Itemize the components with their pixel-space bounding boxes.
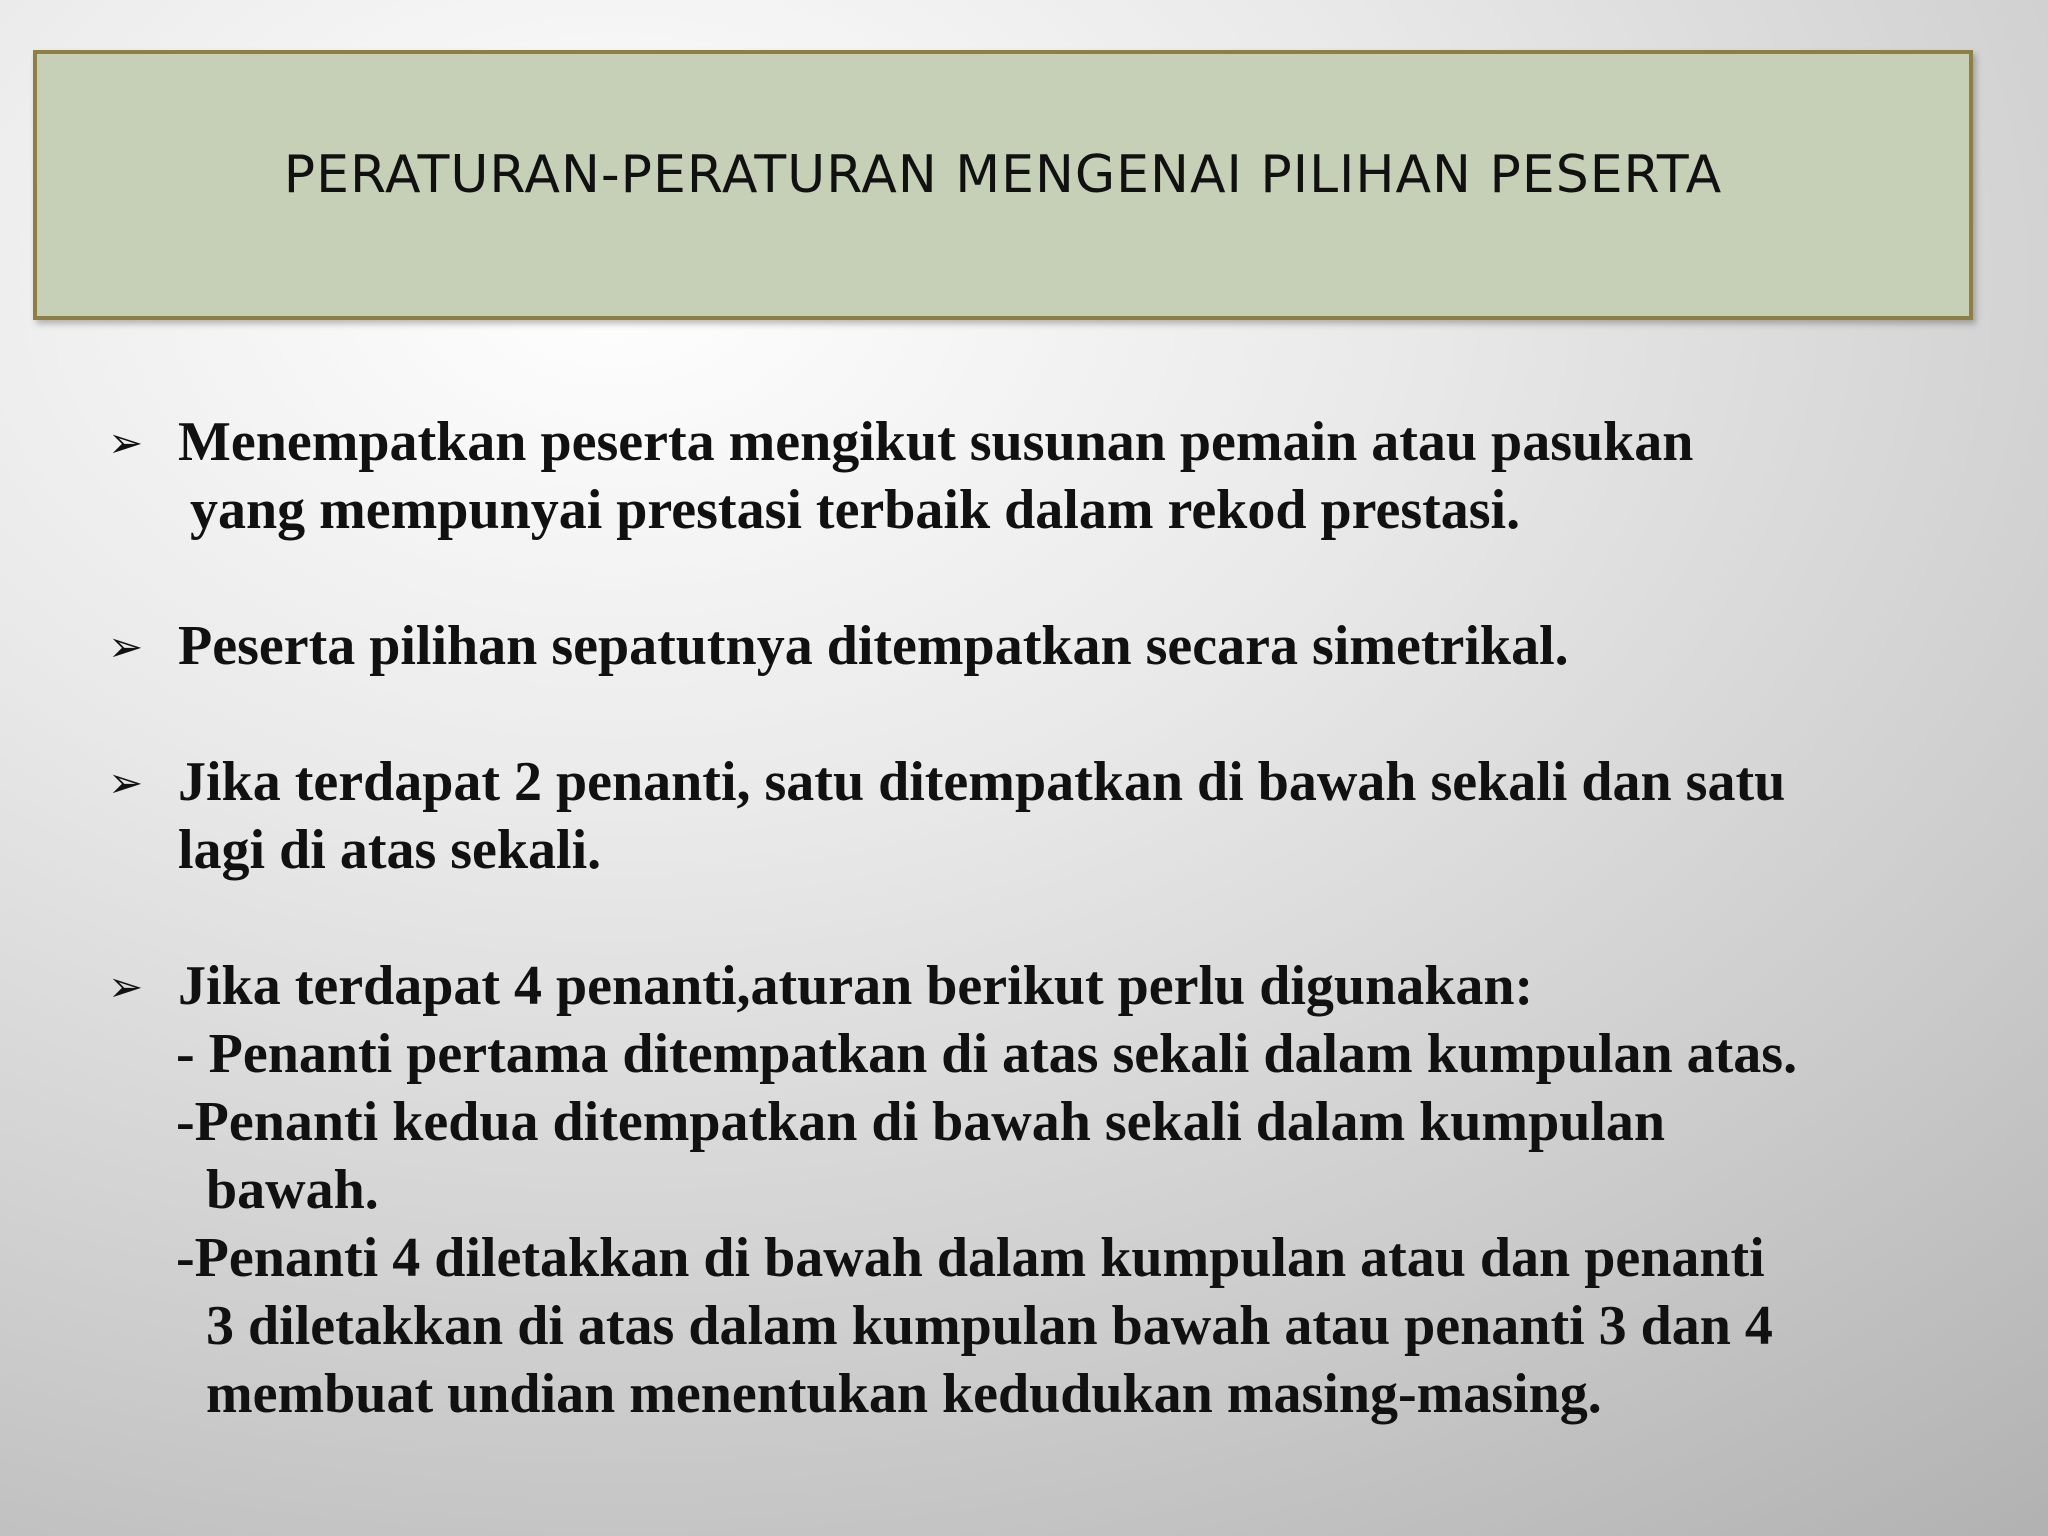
bullet-1-line-1: Menempatkan peserta mengikut susunan pemain atau pasukan [178,411,1694,473]
bullet-4-line-1: Jika terdapat 4 penanti,aturan berikut perlu digunakan: [178,955,1534,1017]
bullet-2-line-1: Peserta pilihan sepatutnya ditempatkan secara simetrikal. [178,615,1569,677]
bullet-arrow-icon: ➢ [108,418,144,467]
bullet-4-line-5: -Penanti 4 diletakkan di bawah dalam kumpulan atau dan penanti [176,1227,1765,1289]
bullet-3-line-2: lagi di atas sekali. [178,819,602,881]
bullet-4-line-6: 3 diletakkan di atas dalam kumpulan bawah atau penanti 3 dan 4 [206,1295,1773,1357]
bullet-4-line-3: -Penanti kedua ditempatkan di bawah sekali dalam kumpulan [176,1091,1666,1153]
bullet-4-line-2: - Penanti pertama ditempatkan di atas sekali dalam kumpulan atas. [176,1023,1798,1085]
bullet-arrow-icon: ➢ [108,962,144,1011]
bullet-arrow-icon: ➢ [108,622,144,671]
bullet-4-line-4: bawah. [206,1159,379,1221]
bullet-4-line-7: membuat undian menentukan kedudukan masing-masing. [206,1363,1602,1425]
title-box [33,50,1973,320]
slide-title: PERATURAN-PERATURAN MENGENAI PILIHAN PESERTA [283,145,1723,205]
bullet-arrow-icon: ➢ [108,758,144,807]
bullet-1-line-2: yang mempunyai prestasi terbaik dalam rekod prestasi. [190,479,1521,541]
bullet-3-line-1: Jika terdapat 2 penanti, satu ditempatkan di bawah sekali dan satu [178,751,1786,813]
